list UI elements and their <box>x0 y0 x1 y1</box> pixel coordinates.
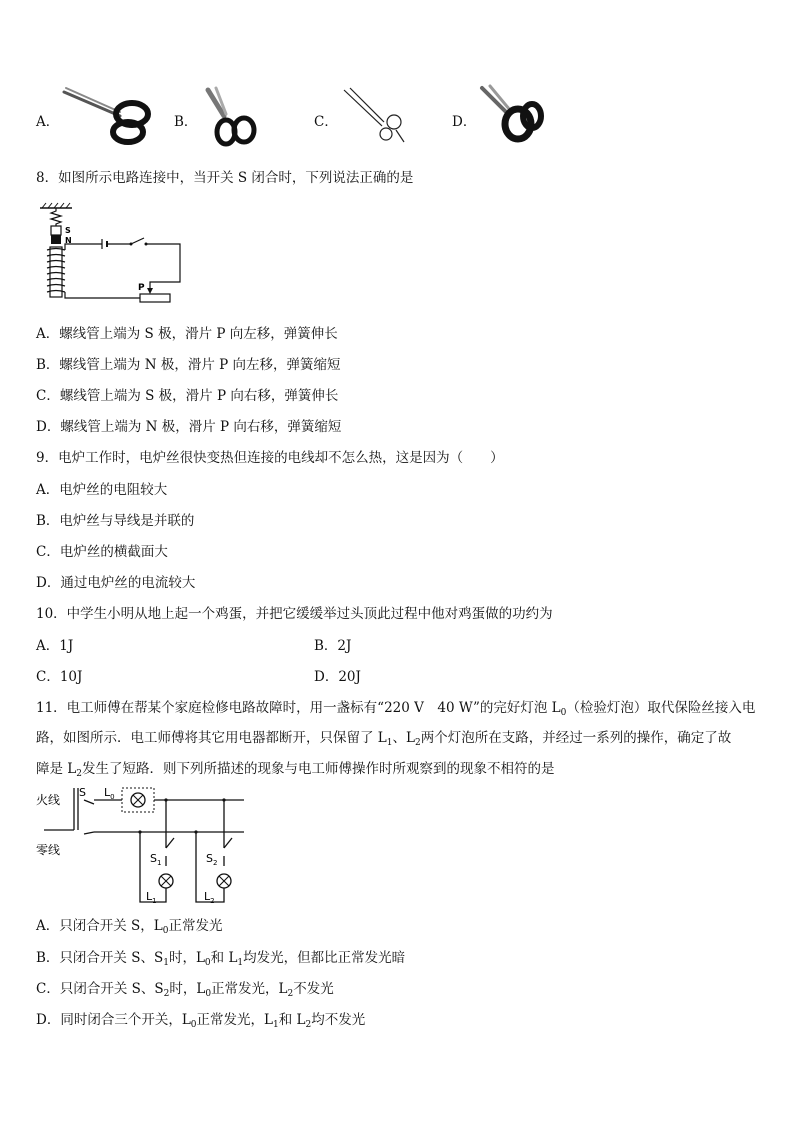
magnet-pole-n: N <box>65 236 72 245</box>
q8-stem: 8．如图所示电路连接中，当开关 S 闭合时，下列说法正确的是 <box>36 170 414 186</box>
q11-option-b: B．只闭合开关 S、$S_1$时，$L_0$和 $L_1$均发光，但都比正常发光暗 <box>36 950 406 968</box>
lamp-l1-label: $L_1$ <box>146 890 157 905</box>
q8-option-a: A．螺线管上端为 S 极，滑片 P 向左移，弹簧伸长 <box>36 326 338 342</box>
q11-option-a: A．只闭合开关 S，$L_0$正常发光 <box>36 918 223 936</box>
q9-option-c: C．电炉丝的横截面大 <box>36 544 168 560</box>
q10-stem: 10．中学生小明从地上起一个鸡蛋，并把它缓缓举过头顶此过程中他对鸡蛋做的功约为 <box>36 606 553 622</box>
q7-option-d-label: D． <box>452 114 477 130</box>
q11-stem-line-2: 路，如图所示．电工师傅将其它用电器都断开，只保留了 $L_1$、$L_2$两个灯泡所在支路，并经过一系列的操作，确定了故 <box>36 730 732 748</box>
live-wire-label: 火线 <box>36 793 61 807</box>
slider-label: P <box>138 283 145 293</box>
scissors-icon <box>200 86 262 148</box>
q8-option-b: B．螺线管上端为 N 极，滑片 P 向左移，弹簧缩短 <box>36 357 341 373</box>
q11-stem-line-1: 11．电工师傅在帮某个家庭检修电路故障时，用一盏标有“220 V 40 W”的完好灯泡 $L_0$（检验灯泡）取代保险丝接入电 <box>36 700 756 718</box>
q11-stem-line-3: 障是 $L_2$发生了短路．则下列所描述的现象与电工师傅操作时所观察到的现象不相符的是 <box>36 761 555 779</box>
q10-option-d: D．20J <box>314 669 361 685</box>
q8-circuit-figure <box>38 202 188 304</box>
q7-option-c-label: C． <box>314 114 338 130</box>
scissors-icon <box>342 86 418 148</box>
q11-circuit-figure <box>36 782 250 906</box>
switch-s1-label: $S_1$ <box>150 852 162 867</box>
lamp-l0-label: $L_0$ <box>104 786 115 801</box>
neutral-wire-label: 零线 <box>36 843 61 857</box>
lamp-l2-label: $L_2$ <box>204 890 215 905</box>
q7-option-a-label: A． <box>36 114 60 130</box>
q9-option-a: A．电炉丝的电阻较大 <box>36 482 168 498</box>
q10-option-b: B．2J <box>314 638 352 654</box>
q9-option-d: D．通过电炉丝的电流较大 <box>36 575 196 591</box>
scissors-icon <box>478 84 546 146</box>
q11-option-c: C．只闭合开关 S、$S_2$时，$L_0$正常发光，$L_2$不发光 <box>36 981 334 999</box>
main-switch-label: S <box>79 786 86 799</box>
q8-option-d: D．螺线管上端为 N 极，滑片 P 向右移，弹簧缩短 <box>36 419 342 435</box>
q8-option-c: C．螺线管上端为 S 极，滑片 P 向右移，弹簧伸长 <box>36 388 339 404</box>
q9-option-b: B．电炉丝与导线是并联的 <box>36 513 195 529</box>
q10-option-a: A．1J <box>36 638 74 654</box>
q9-stem: 9．电炉工作时，电炉丝很快变热但连接的电线却不怎么热，这是因为（ ） <box>36 450 504 466</box>
switch-s2-label: $S_2$ <box>206 852 218 867</box>
scissors-icon <box>62 86 154 148</box>
q10-option-c: C．10J <box>36 669 83 685</box>
q11-option-d: D．同时闭合三个开关，$L_0$正常发光，$L_1$和 $L_2$均不发光 <box>36 1012 366 1030</box>
q7-option-b-label: B． <box>174 114 198 130</box>
magnet-pole-s: S <box>65 226 71 235</box>
